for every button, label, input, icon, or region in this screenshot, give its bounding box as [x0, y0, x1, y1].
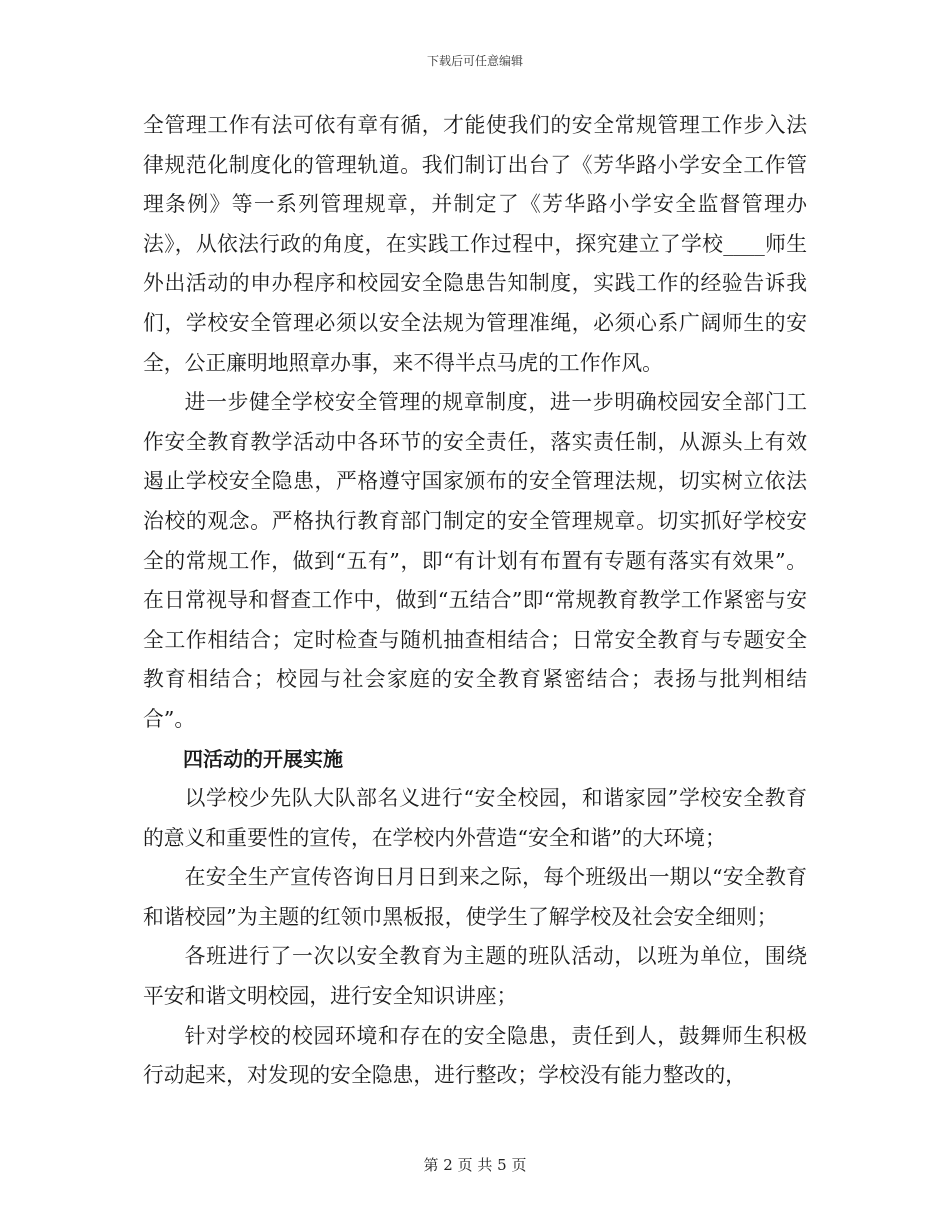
paragraph-class-activity: 各班进行了一次以安全教育为主题的班队活动，以班为单位，围绕平安和谐文明校园，进行安全知识讲座；	[143, 944, 807, 1009]
paragraph-regulations: 进一步健全学校安全管理的规章制度，进一步明确校园安全部门工作安全教育教学活动中各环节的安全责任，落实责任制，从源头上有效遏止学校安全隐患，严格遵守国家颁布的安全管理法规，切实树立依法治校的观念。严格执行教育部门制定的安全管理规章。切实抓好学校安全的常规工作，做到“五有”，即“有计划有布置有专题有落实有效果”。在日常视导和督查工作中，做到“五结合”即“常规教育教学工作紧密与安全工作相结合；定时检查与随机抽查相结合；日常安全教育与专题安全教育相结合；校园与社会家庭的安全教育紧密结合；表扬与批判相结合”。	[143, 390, 807, 731]
paragraph-publicity: 以学校少先队大队部名义进行“安全校园，和谐家园”学校安全教育的意义和重要性的宣传，在学校内外营造“安全和谐”的大环境；	[143, 786, 807, 850]
page-header: 下载后可任意编辑	[426, 54, 523, 68]
paragraph-blackboard: 在安全生产宣传咨询日月日到来之际，每个班级出一期以“安全教育和谐校园”为主题的红领巾黑板报，使学生了解学校及社会安全细则；	[143, 865, 807, 929]
paragraph-hazards: 针对学校的校园环境和存在的安全隐患，责任到人，鼓舞师生积极行动起来，对发现的安全隐患，进行整改；学校没有能力整改的，	[143, 1023, 807, 1088]
section-heading: 四活动的开展实施	[183, 746, 343, 771]
paragraph-continued: 全管理工作有法可依有章有循，才能使我们的安全常规管理工作步入法律规范化制度化的管理轨道。我们制订出台了《芳华路小学安全工作管理条例》等一系列管理规章，并制定了《芳华路小学安全监督管理办法》，从依法行政的角度，在实践工作过程中，探究建立了学校____师生外出活动的申办程序和校园安全隐患告知制度，实践工作的经验告诉我们，学校安全管理必须以安全法规为管理准绳，必须心系广阔师生的安全，公正廉明地照章办事，来不得半点马虎的工作作风。	[143, 113, 807, 375]
page-number: 第 2 页 共 5 页	[423, 1156, 527, 1174]
document-body	[143, 106, 807, 1096]
